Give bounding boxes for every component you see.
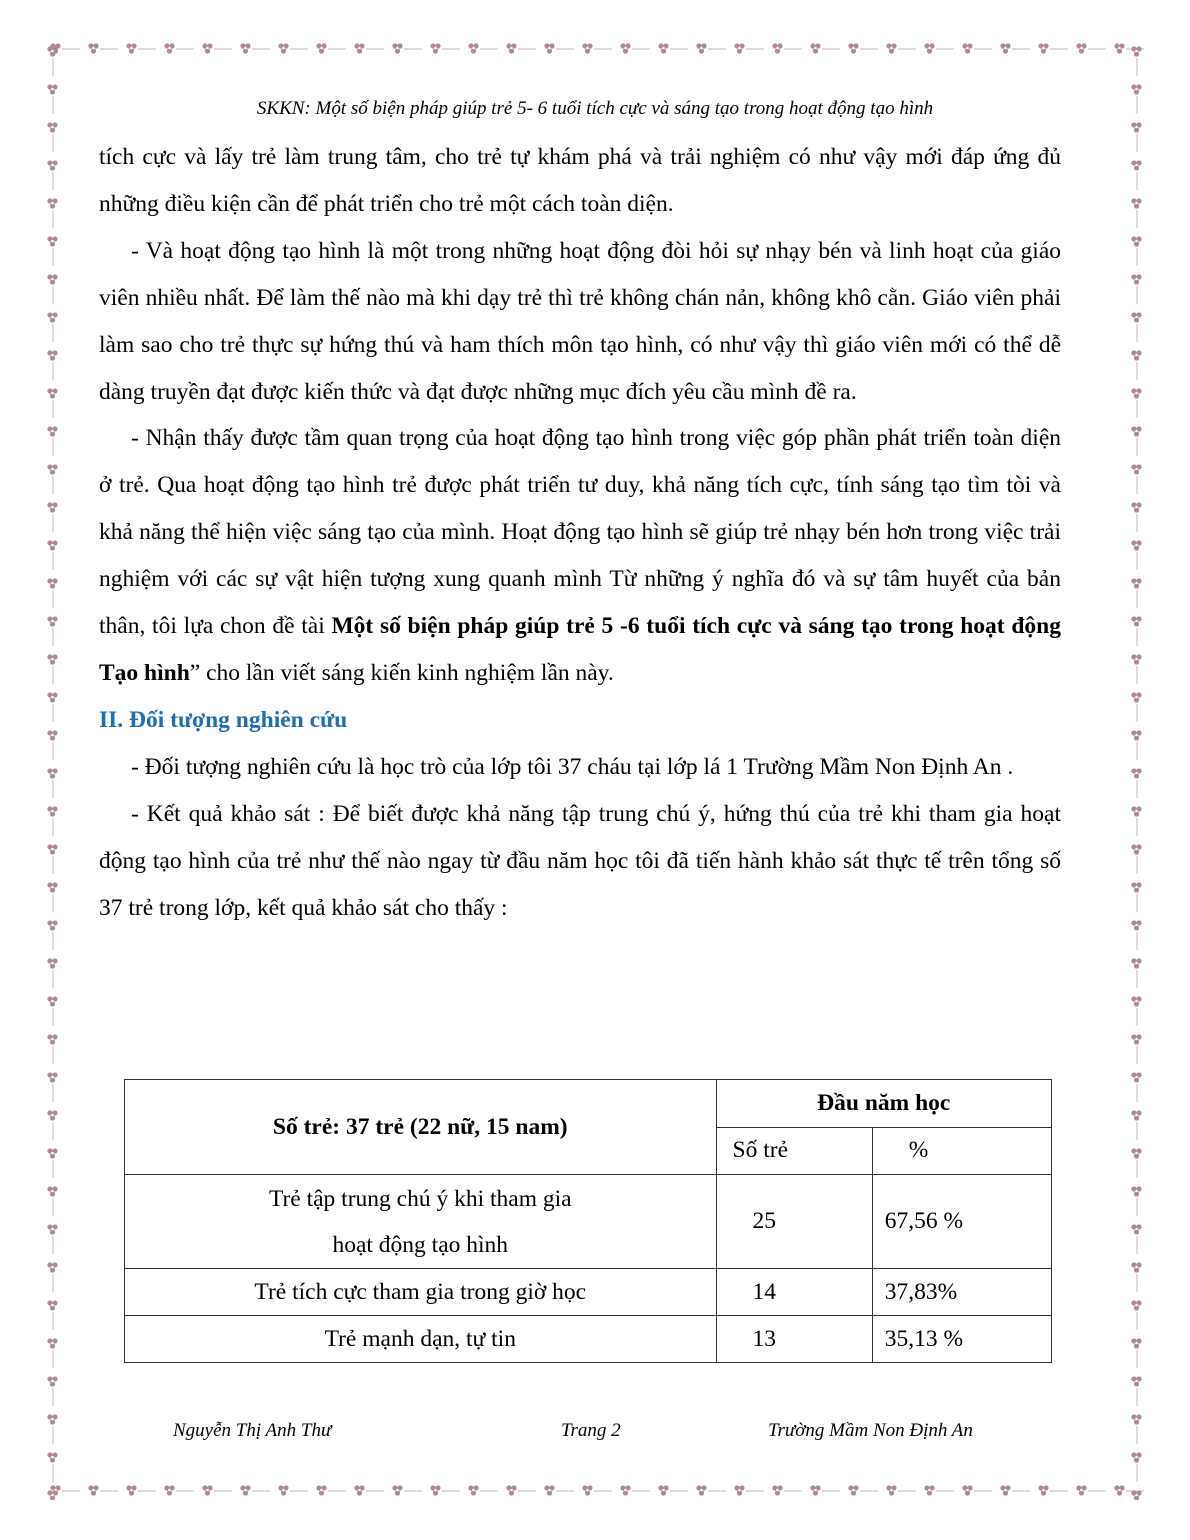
page-border-top <box>44 40 1146 58</box>
paragraph-3-start: - Nhận thấy được tầm quan trọng của hoạt động tạo hình trong việc góp phần phát triển toàn diện ở trẻ. Qua hoạt động tạo hình trẻ được phát triển tư duy, khả năng tích cực, tính sáng tạo tìm tòi và khả năng thể hiện việc sáng tạo của mình. Hoạt động tạo hình sẽ giúp trẻ nhạy bén hơn trong việc trải nghiệm với các sự vật hiện tượng xung quanh mình Từ những ý nghĩa đó và sự tâm huyết của bản thân, tôi lựa chon đề tài <box>99 425 1061 640</box>
table-subheader-percent: % <box>872 1127 1051 1175</box>
paragraph-5: - Kết quả khảo sát : Để biết được khả năng tập trung chú ý, hứng thú của trẻ khi tham gia hoạt động tạo hình của trẻ như thế nào ngay từ đầu năm học tôi đã tiến hành khảo sát thực tế trên tổng số 37 trẻ trong lớp, kết quả khảo sát cho thấy : <box>99 800 1061 921</box>
table-row <box>125 1316 1052 1363</box>
paragraph-3-end: ” cho lần viết sáng kiến kinh nghiệm lần này. <box>189 659 614 686</box>
paragraph-3 <box>99 415 1061 696</box>
page-border-left <box>44 40 62 1500</box>
table-row <box>125 1175 1052 1269</box>
page-border-right <box>1128 40 1146 1500</box>
table-cell-percent: 67,56 % <box>872 1175 1051 1269</box>
table-header-start-of-year: Đầu năm học <box>716 1080 1051 1128</box>
table-cell-count: 13 <box>716 1316 872 1363</box>
table-cell-percent: 37,83% <box>872 1269 1051 1316</box>
table-cell-label <box>125 1175 717 1269</box>
page-border-bottom <box>44 1482 1146 1500</box>
table-cell-count: 25 <box>716 1175 872 1269</box>
topic-title: Một số biện pháp giúp trẻ 5 -6 tuổi tích cực và sáng tạo trong hoạt động Tạo hình <box>99 613 1061 686</box>
footer-page-number: Trang 2 <box>561 1420 621 1441</box>
survey-table <box>124 1079 1052 1363</box>
table-subheader-count: Số trẻ <box>716 1127 872 1175</box>
table-cell-percent: 35,13 % <box>872 1316 1051 1363</box>
table-cell-label: Trẻ tích cực tham gia trong giờ học <box>125 1269 717 1316</box>
page-header: SKKN: Một số biện pháp giúp trẻ 5- 6 tuổi tích cực và sáng tạo trong hoạt động tạo hình <box>256 98 934 119</box>
paragraph-4: - Đối tượng nghiên cứu là học trò của lớp tôi 37 cháu tại lớp lá 1 Trường Mầm Non Định An . <box>131 753 1014 780</box>
table-cell-count: 14 <box>716 1269 872 1316</box>
section-heading: II. Đối tượng nghiên cứu <box>99 706 348 733</box>
row-label-line2: hoạt động tạo hình <box>332 1231 509 1258</box>
document-body <box>99 134 1061 931</box>
footer-author: Nguyễn Thị Anh Thư <box>173 1420 332 1441</box>
table-row <box>125 1269 1052 1316</box>
paragraph-1: tích cực và lấy trẻ làm trung tâm, cho trẻ tự khám phá và trải nghiệm có như vậy mới đáp ứng đủ những điều kiện cần để phát triển cho trẻ một cách toàn diện. <box>99 144 1061 217</box>
footer-school: Trường Mầm Non Định An <box>768 1420 973 1441</box>
table-cell-label: Trẻ mạnh dạn, tự tin <box>125 1316 717 1363</box>
paragraph-2: - Và hoạt động tạo hình là một trong những hoạt động đòi hỏi sự nhạy bén và linh hoạt của giáo viên nhiều nhất. Để làm thế nào mà khi dạy trẻ thì trẻ không chán nản, không khô cằn. Giáo viên phải làm sao cho trẻ thực sự hứng thú và ham thích môn tạo hình, có như vậy thì giáo viên mới có thể dễ dàng truyền đạt được kiến thức và đạt được những mục đích yêu cầu mình đề ra. <box>99 237 1061 405</box>
row-label-line1: Trẻ tập trung chú ý khi tham gia <box>268 1185 572 1212</box>
table-header-children: Số trẻ: 37 trẻ (22 nữ, 15 nam) <box>125 1080 717 1175</box>
